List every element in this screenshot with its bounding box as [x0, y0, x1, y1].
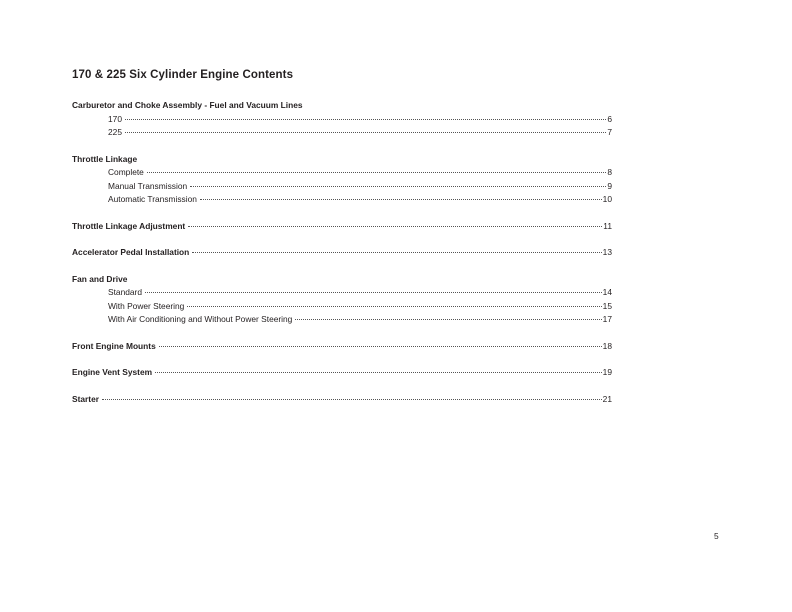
toc-page-number: 11: [603, 220, 612, 231]
toc-page-number: 18: [602, 340, 612, 351]
toc-page-number: 7: [607, 127, 612, 137]
page-number: 5: [714, 531, 719, 541]
toc-section-throttle-linkage: [72, 153, 612, 207]
toc-entry-label: Engine Vent System: [72, 367, 153, 377]
toc-entry-label: Complete: [108, 167, 144, 177]
dot-leader: [145, 291, 602, 293]
toc-section-engine-vent: [72, 366, 612, 380]
toc-entry-label: 170: [108, 113, 122, 124]
toc-entry-label: Automatic Transmission: [108, 194, 197, 204]
toc-entry[interactable]: [72, 393, 612, 407]
dot-leader: [192, 251, 601, 253]
toc-page-number: 8: [607, 167, 612, 177]
toc-entry[interactable]: [72, 126, 612, 140]
toc-section-accelerator-pedal: [72, 246, 612, 260]
toc-section-fan-and-drive: [72, 273, 612, 327]
dot-leader: [190, 185, 606, 187]
toc-entry-label: Standard: [108, 287, 142, 297]
toc-entry[interactable]: [72, 313, 612, 327]
toc-page-number: 17: [602, 314, 612, 324]
toc-heading: Throttle Linkage: [72, 153, 138, 164]
dot-leader: [159, 345, 602, 347]
toc-entry[interactable]: [72, 286, 612, 300]
toc-section-starter: [72, 393, 612, 407]
toc-entry-label: Manual Transmission: [108, 180, 188, 191]
toc-heading: Fan and Drive: [72, 273, 128, 284]
toc-page-number: 15: [602, 300, 612, 311]
toc-entry-label: Throttle Linkage Adjustment: [72, 220, 186, 231]
toc-entry[interactable]: [72, 113, 612, 127]
toc-page-number: 9: [607, 180, 612, 191]
toc-entry[interactable]: [72, 366, 612, 380]
toc-entry[interactable]: [72, 300, 612, 314]
dot-leader: [155, 371, 602, 373]
toc-entry[interactable]: [72, 340, 612, 354]
page-title: 170 & 225 Six Cylinder Engine Contents: [72, 69, 294, 81]
toc-page-number: 6: [607, 113, 612, 124]
toc-page-number: 14: [602, 287, 612, 297]
dot-leader: [125, 118, 606, 120]
dot-leader: [295, 318, 601, 320]
toc-entry[interactable]: [72, 193, 612, 207]
dot-leader: [200, 198, 602, 200]
toc-entry-label: With Power Steering: [108, 300, 185, 311]
toc-heading: Carburetor and Choke Assembly - Fuel and Vacuum Lines: [72, 100, 303, 110]
toc-page-number: 19: [602, 367, 612, 377]
toc-page-number: 21: [602, 393, 612, 404]
toc-page-number: 13: [602, 247, 612, 257]
toc-entry-label: Front Engine Mounts: [72, 340, 156, 351]
toc-section-throttle-adjustment: [72, 220, 612, 234]
toc-entry-label: Accelerator Pedal Installation: [72, 247, 190, 257]
toc-section-front-engine-mounts: [72, 340, 612, 354]
dot-leader: [102, 398, 602, 400]
toc-entry[interactable]: [72, 166, 612, 180]
toc-entry[interactable]: [72, 246, 612, 260]
toc-entry-label: With Air Conditioning and Without Power Steering: [108, 314, 293, 324]
toc-entry[interactable]: [72, 180, 612, 194]
toc-entry[interactable]: [72, 220, 612, 234]
dot-leader: [187, 305, 601, 307]
toc-section-carburetor: [72, 99, 612, 140]
toc-page-number: 10: [602, 194, 612, 204]
dot-leader: [125, 131, 606, 133]
table-of-contents: [72, 99, 612, 419]
dot-leader: [188, 225, 602, 227]
dot-leader: [147, 171, 606, 173]
toc-entry-label: 225: [108, 127, 122, 137]
toc-entry-label: Starter: [72, 393, 99, 404]
